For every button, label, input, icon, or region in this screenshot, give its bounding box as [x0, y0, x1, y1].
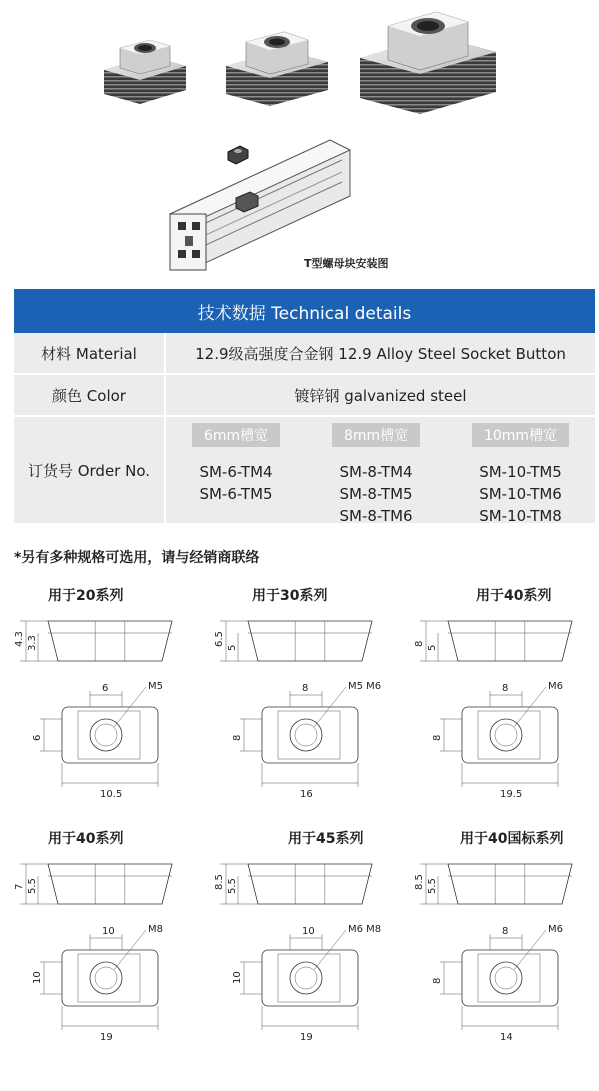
- order-row: [14, 417, 595, 525]
- drawing-title: 用于40系列: [48, 831, 124, 847]
- width-dimension-label: 10: [102, 926, 115, 937]
- aluminum-profile-assembly-image: [170, 140, 350, 270]
- material-value: 12.9级高强度合金钢 12.9 Alloy Steel Socket Button: [195, 344, 566, 363]
- color-row: [14, 375, 595, 417]
- technical-details-table: [14, 289, 595, 525]
- installation-caption: T型螺母块安装图: [304, 257, 389, 270]
- thread-size-label: M5: [148, 681, 163, 692]
- thread-size-label: M5 M6: [348, 681, 382, 692]
- side-profile-view: [14, 621, 172, 661]
- top-view: [32, 924, 163, 1043]
- thread-size-label: M6: [548, 924, 563, 935]
- slot-width-tag: 10mm槽宽: [472, 423, 569, 447]
- dimension-drawing: [0, 850, 199, 1068]
- length-dimension-label: 19.5: [500, 789, 523, 800]
- hero-illustration: [0, 0, 599, 288]
- order-code: SM-6-TM4: [199, 463, 273, 481]
- dimension-drawing: [400, 850, 599, 1068]
- thread-size-label: M6 M8: [348, 924, 382, 935]
- side-dimension-label: 8: [414, 640, 425, 647]
- order-column-8mm: [332, 423, 420, 523]
- side-dimension-label: 3.3: [27, 635, 38, 651]
- order-code: SM-10-TM8: [479, 507, 562, 525]
- drawing-2: [200, 607, 399, 829]
- height-dimension-label: 8: [232, 734, 243, 741]
- order-code: SM-6-TM5: [199, 485, 273, 503]
- availability-note: *另有多种规格可选用，请与经销商联络: [14, 550, 260, 566]
- height-dimension-label: 6: [32, 734, 43, 741]
- side-profile-view: [214, 621, 372, 661]
- height-dimension-label: 8: [432, 734, 443, 741]
- drawing-4: [0, 850, 199, 1072]
- order-label: 订货号 Order No.: [14, 417, 166, 523]
- width-dimension-label: 8: [302, 683, 309, 694]
- side-dimension-label: 6.5: [214, 631, 225, 647]
- width-dimension-label: 10: [302, 926, 315, 937]
- drawing-1: [0, 607, 199, 829]
- side-profile-view: [14, 864, 172, 904]
- slot-width-tag: 6mm槽宽: [192, 423, 280, 447]
- dimension-drawing: [200, 607, 399, 825]
- color-value: 镀锌钢 galvanized steel: [294, 386, 467, 405]
- side-dimension-label: 8.5: [214, 874, 225, 890]
- top-view: [432, 924, 563, 1043]
- length-dimension-label: 16: [300, 789, 313, 800]
- side-dimension-label: 5: [227, 644, 238, 651]
- material-row: [14, 333, 595, 375]
- order-code: SM-8-TM5: [339, 485, 413, 503]
- drawing-title: 用于45系列: [288, 831, 364, 847]
- side-dimension-label: 5: [427, 644, 438, 651]
- side-profile-view: [414, 621, 572, 661]
- t-nut-large-image: [360, 12, 496, 114]
- order-columns: [166, 417, 595, 523]
- side-dimension-label: 5.5: [227, 878, 238, 894]
- color-label: 颜色 Color: [14, 375, 166, 415]
- drawing-6: [400, 850, 599, 1072]
- top-view: [32, 681, 163, 800]
- drawing-5: [200, 850, 399, 1072]
- side-profile-view: [214, 864, 372, 904]
- dimension-drawing: [0, 607, 199, 825]
- side-profile-view: [414, 864, 572, 904]
- table-header: 技术数据 Technical details: [14, 289, 595, 333]
- t-nut-medium-image: [226, 32, 328, 106]
- side-dimension-label: 5.5: [427, 878, 438, 894]
- drawing-3: [400, 607, 599, 829]
- drawing-title: 用于40国标系列: [460, 831, 564, 847]
- dimension-drawing: [400, 607, 599, 825]
- top-view: [232, 924, 381, 1043]
- drawing-title: 用于30系列: [252, 588, 328, 604]
- thread-size-label: M8: [148, 924, 163, 935]
- side-dimension-label: 5.5: [27, 878, 38, 894]
- top-view: [232, 681, 381, 800]
- width-dimension-label: 8: [502, 926, 509, 937]
- width-dimension-label: 8: [502, 683, 509, 694]
- length-dimension-label: 10.5: [100, 789, 123, 800]
- order-code: SM-8-TM6: [339, 507, 413, 525]
- side-dimension-label: 8.5: [414, 874, 425, 890]
- side-dimension-label: 7: [14, 883, 25, 890]
- order-code: SM-8-TM4: [339, 463, 413, 481]
- t-nut-small-image: [104, 40, 186, 104]
- dimension-drawing: [200, 850, 399, 1068]
- drawing-title: 用于20系列: [48, 588, 124, 604]
- length-dimension-label: 19: [300, 1032, 313, 1043]
- t-nut-product-images: [0, 0, 599, 288]
- side-dimension-label: 4.3: [14, 631, 25, 647]
- top-view: [432, 681, 563, 800]
- length-dimension-label: 14: [500, 1032, 513, 1043]
- order-column-6mm: [192, 423, 280, 523]
- thread-size-label: M6: [548, 681, 563, 692]
- order-column-10mm: [472, 423, 569, 523]
- order-code: SM-10-TM5: [479, 463, 562, 481]
- length-dimension-label: 19: [100, 1032, 113, 1043]
- slot-width-tag: 8mm槽宽: [332, 423, 420, 447]
- drawing-title: 用于40系列: [476, 588, 552, 604]
- height-dimension-label: 8: [432, 977, 443, 984]
- material-label: 材料 Material: [14, 333, 166, 373]
- width-dimension-label: 6: [102, 683, 109, 694]
- height-dimension-label: 10: [232, 971, 243, 984]
- height-dimension-label: 10: [32, 971, 43, 984]
- order-code: SM-10-TM6: [479, 485, 562, 503]
